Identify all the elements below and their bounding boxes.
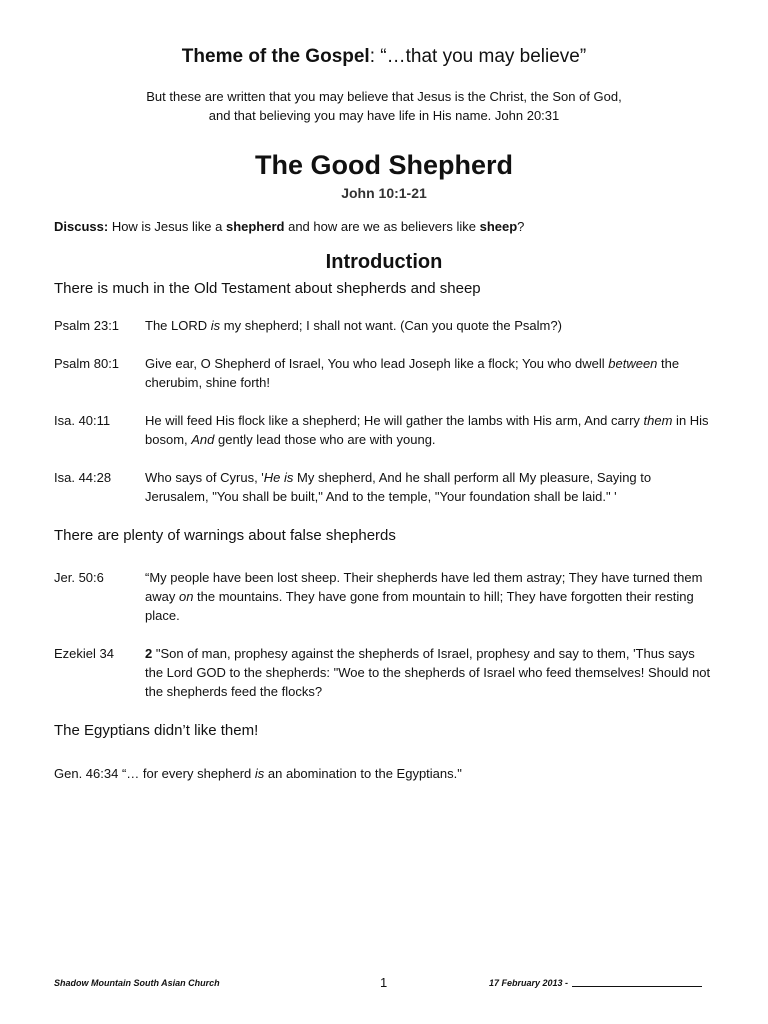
signature-blank-line xyxy=(572,986,702,987)
verse-text-isa-40: He will feed His flock like a shepherd; He will gather the lambs with His arm, And carry them in His bosom, And gently lead those who are with young. xyxy=(145,413,709,447)
verse-text-psalm-23: The LORD is my shepherd; I shall not want. (Can you quote the Psalm?) xyxy=(145,318,562,333)
verse-ref-jer-50: Jer. 50:6 xyxy=(54,570,104,585)
theme-verse-line-1: But these are written that you may believe that Jesus is the Christ, the Son of God, xyxy=(146,89,622,104)
verse-text-isa-44: Who says of Cyrus, 'He is My shepherd, And he shall perform all My pleasure, Saying to Jerusalem, "You shall be built," And to the temple, "Your foundation shall be laid." ' xyxy=(145,470,652,504)
section-heading-introduction: Introduction xyxy=(325,251,443,273)
footer-page-number: 1 xyxy=(380,975,388,990)
subsection-egyptians: The Egyptians didn’t like them! xyxy=(54,722,259,739)
verse-text-jer-50: “My people have been lost sheep. Their shepherds have led them astray; They have turned them away on the mountains. They have gone from mountain to hill; They have forgotten their resting place. xyxy=(145,570,703,623)
theme-heading xyxy=(0,46,768,68)
verse-ref-psalm-23: Psalm 23:1 xyxy=(54,318,120,333)
scripture-reference: John 10:1-21 xyxy=(341,185,427,201)
footer-date: 17 February 2013 - xyxy=(489,978,702,988)
footer-church-name: Shadow Mountain South Asian Church xyxy=(54,978,220,988)
page-title: The Good Shepherd xyxy=(254,150,513,180)
verse-text-ezekiel-34: 2 "Son of man, prophesy against the shepherds of Israel, prophesy and say to them, 'Thus says the Lord GOD to the shepherds: "Woe to the shepherds of Israel who feed themselves! Should not the shepherds feed the flocks? xyxy=(145,646,711,699)
verse-genesis-46: Gen. 46:34 “… for every shepherd is an abomination to the Egyptians." xyxy=(54,766,462,781)
verse-ref-ezekiel-34: Ezekiel 34 xyxy=(54,646,114,661)
discussion-prompt: Discuss: How is Jesus like a shepherd and how are we as believers like sheep? xyxy=(54,219,525,234)
verse-ref-isa-40: Isa. 40:11 xyxy=(54,413,111,428)
subsection-old-testament: There is much in the Old Testament about shepherds and sheep xyxy=(54,280,481,297)
verse-text-psalm-80: Give ear, O Shepherd of Israel, You who lead Joseph like a flock; You who dwell between the cherubim, shine forth! xyxy=(145,356,680,390)
theme-label: Theme of the Gospel xyxy=(181,46,370,67)
subsection-false-shepherds: There are plenty of warnings about false shepherds xyxy=(54,527,396,544)
theme-quote: : “…that you may believe” xyxy=(369,46,587,67)
verse-ref-isa-44: Isa. 44:28 xyxy=(54,470,112,485)
verse-ref-psalm-80: Psalm 80:1 xyxy=(54,356,120,371)
theme-verse-line-2: and that believing you may have life in His name. John 20:31 xyxy=(208,108,560,123)
